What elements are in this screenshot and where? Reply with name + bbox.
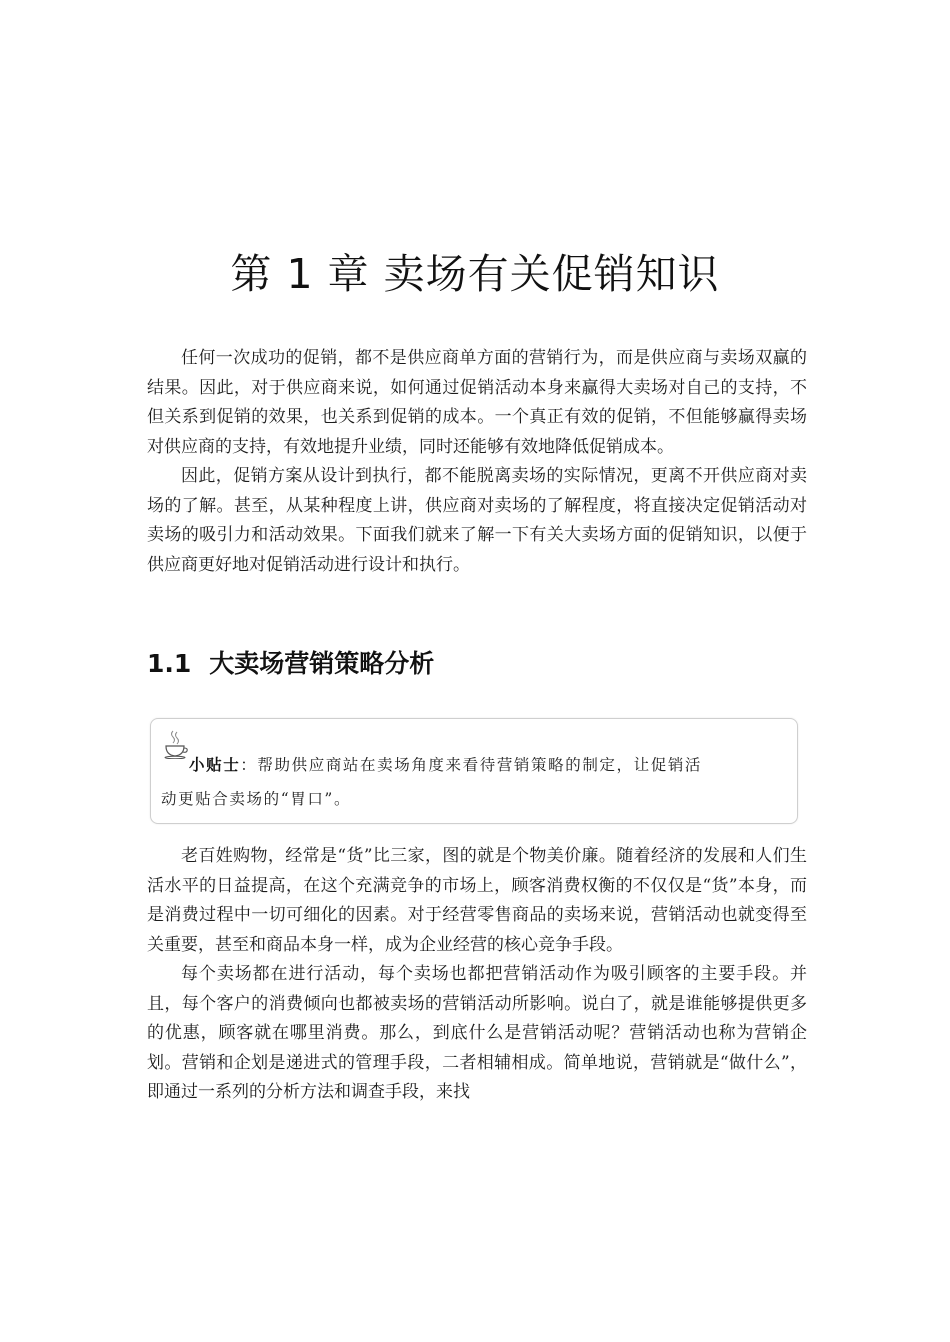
body-paragraph: 老百姓购物，经常是“货”比三家，图的就是个物美价廉。随着经济的发展和人们生活水平的日益提高，在这个充满竞争的市场上，顾客消费权衡的不仅仅是“货”本身，而是消费过程中一切可细化的因素。对于经营零售商品的卖场来说，营销活动也就变得至关重要，甚至和商品本身一样，成为企业经营的核心竞争手段。 (147, 846, 807, 955)
tip-label: 小贴士 (189, 755, 241, 774)
intro-paragraph: 因此，促销方案从设计到执行，都不能脱离卖场的实际情况，更离不开供应商对卖场的了解。甚至，从某种程度上讲，供应商对卖场的了解程度，将直接决定促销活动对卖场的吸引力和活动效果。下面我们就来了解一下有关大卖场方面的促销知识，以便于供应商更好地对促销活动进行设计和执行。 (147, 466, 807, 575)
tip-text (161, 748, 791, 816)
chapter-title: 第 1 章 卖场有关促销知识 (230, 250, 720, 298)
tip-text-line1: 帮助供应商站在卖场角度来看待营销策略的制定，让促销活 (257, 756, 703, 774)
section-heading (147, 646, 434, 682)
body-paragraph: 每个卖场都在进行活动，每个卖场也都把营销活动作为吸引顾客的主要手段。并且，每个客户的消费倾向也都被卖场的营销活动所影响。说白了，就是谁能够提供更多的优惠，顾客就在哪里消费。那么，到底什么是营销活动呢？营销活动也称为营销企划。营销和企划是递进式的管理手段，二者相辅相成。简单地说，营销就是“做什么”，即通过一系列的分析方法和调查手段，来找 (147, 964, 807, 1102)
section-title: 大卖场营销策略分析 (209, 649, 435, 678)
main-section (147, 842, 807, 1108)
tip-separator: ： (240, 756, 258, 774)
tip-text-line2: 动更贴合卖场的“胃口”。 (161, 790, 352, 808)
tip-box (150, 718, 798, 824)
section-number: 1.1 (147, 649, 192, 678)
intro-paragraph: 任何一次成功的促销，都不是供应商单方面的营销行为，而是供应商与卖场双赢的结果。因此，对于供应商来说，如何通过促销活动本身来赢得大卖场对自己的支持，不但关系到促销的效果，也关系到促销的成本。一个真正有效的促销，不但能够赢得卖场对供应商的支持，有效地提升业绩，同时还能够有效地降低促销成本。 (147, 348, 807, 457)
intro-section (147, 344, 807, 580)
